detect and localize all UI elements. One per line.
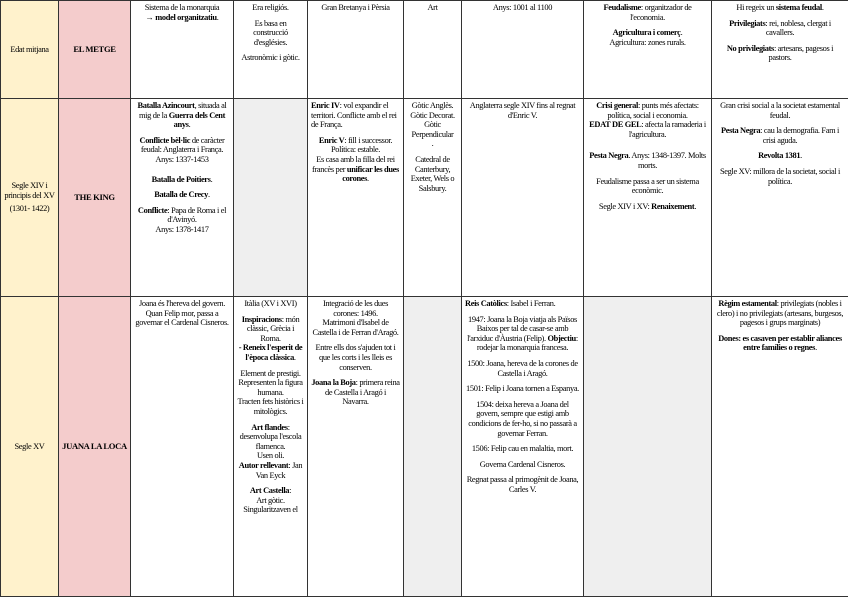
cell-text: 1506: Felip cau en malaltia, mort. [471,444,574,454]
cell-text: . [800,151,802,161]
cell-text-bold: Enric V [318,135,345,145]
cell-text: : Papa de Roma i el d'Avinyó. [167,205,227,225]
battles-cell [131,99,234,297]
monarchy-cell [131,1,234,99]
cell-text-bold: Batalla de Poitiers [151,174,211,184]
cell-text-bold: Art flandes [251,422,288,432]
cell-text: : fill i successor. [344,135,393,145]
religion-cell [234,1,308,99]
crowns-cell [308,297,404,597]
table-row [1,99,848,297]
cell-text: . [821,3,824,12]
cell-text: (1301- 1422) [9,204,50,214]
cell-text: , situada al mig de la [138,101,227,120]
cell-text: : Jan Van Eyck [255,460,303,480]
cell-text-bold: Renaixement [651,201,695,211]
kings-cell [308,99,404,297]
society-cell [712,99,848,297]
cell-text: . [293,352,296,362]
cell-text: Es casa amb la filla del rei francès per [312,154,395,174]
art-cell [234,297,308,597]
cell-text: : organitzador de l'economia. [630,3,692,22]
cell-text: : privilegiats (nobles i clero) i no privilegiats (artesans, burgesos, pagesos i grups marginats) [716,299,844,328]
table-row [1,297,848,597]
cell-text: . [208,190,210,200]
cell-text: Governa Cardenal Cisneros. [479,459,566,469]
cell-text-bold: Feudalisme [603,3,641,12]
art-style-cell [404,99,462,297]
cell-text: 1501: Felip i Joana tornen a Espanya. [466,384,579,394]
era-cell [1,99,59,297]
cell-text: . [694,201,697,211]
region-cell: Gran Bretanya i Pèrsia [308,1,404,99]
cell-text-bold: Conflicte [137,205,168,215]
cell-text-bold: Crisi general [596,101,638,110]
cell-text: . [367,174,369,184]
period-cell: Anys: 1001 al 1100 [462,1,584,99]
cell-text-bold: Joana la Boja [311,378,356,388]
cell-text: Política: estable. [330,145,381,155]
cell-text-bold: Batalla de Crecy [154,190,209,200]
cell-text-bold: Conflicte bèl·lic [139,135,191,145]
cell-text-bold: Règim estamental [718,299,777,308]
cell-text: Es basa en construcció d'esglésies. [253,18,288,47]
cell-text: Regnat passa al primogènit de Joana, Carles V. [466,475,579,494]
cell-text: . [188,120,191,130]
cell-text-bold: EDAT DE GEL [589,120,642,130]
cell-text: : afecta la ramaderia i l'agricultura. [628,120,706,139]
cell-text: : punts més afectats: política, social i economia. [607,101,699,120]
cell-text: : vol expandir el territori. Conflicte amb el rei de França. [311,101,397,130]
period-cell: Anglaterra segle XIV fins al regnat d'Enric V. [462,99,584,297]
cell-text: Element de prestigi. [240,368,301,378]
title-cell: EL METGE [59,1,131,99]
cell-text-bold: → model organitzatiu [145,12,217,22]
cell-text: Segle XIV i XV: [598,201,652,211]
cell-text: Tracten fets històrics i mitològics. [237,397,304,416]
empty-cell [584,297,712,597]
cell-text: . [431,139,434,149]
cell-text: Entre ells dos s'ajuden tot i que les corts i les lleis es conserven. [315,343,396,372]
cell-text: de caràcter feudal: Anglaterra i França. [140,135,225,155]
cell-text-bold: Pesta Negra [721,126,761,136]
cell-text: Anys: 1378-1417 [155,224,209,234]
cell-text: Hi regeix un [736,3,776,12]
economy-cell [584,99,712,297]
cell-text: Matrimoni d'Isabel de Castella i de Ferran d'Aragó. [312,318,399,337]
cell-text: : primera reina de Castella i Aragó i Navarra. [324,378,400,407]
cell-text: Itàlia (XV i XVI) [244,299,297,308]
cell-text: Astronòmic i gòtic. [241,53,300,63]
table-row [1,1,848,99]
cell-text-bold: Agricultura i comerç [612,28,681,38]
art-cell: Art [404,1,462,99]
cell-text-bold: Dones: es casaven per establir aliances entre famílies o regnes [718,333,842,353]
cell-text: Representen la figura humana. [238,378,303,397]
era-cell: Edat mitjana [1,1,59,99]
timeline-cell [462,297,584,597]
cell-text: . [216,12,219,22]
era-cell: Segle XV [1,297,59,597]
economy-cell [584,1,712,99]
cell-text-bold: unificar les dues corones [342,164,399,184]
cell-text: Gòtic Anglès. [411,101,454,110]
cell-text: Anys: 1337-1453 [155,154,209,164]
cell-text: Segle XIV i principis del XV [4,181,55,200]
cell-text: Gòtic Perpendicular [411,120,454,139]
cell-text: : [289,486,292,496]
cell-text-bold: - Reneix l'esperit de l'època clàssica [238,343,303,362]
cell-text: Gran crisi social a la societat estamental feudal. [720,101,840,120]
cell-text-bold: Enric IV [311,101,340,110]
cell-text: : món clàssic, Grècia i Roma. [246,314,300,343]
cell-text-bold: Revolta 1381 [758,151,801,161]
cell-text: Sistema de la monarquia [144,3,220,12]
cell-text-bold: Inspiracions [241,314,282,324]
cell-text: Gòtic Decorat. [410,110,455,120]
empty-cell [404,297,462,597]
title-cell: JUANA LA LOCA [59,297,131,597]
cell-text-bold: sistema feudal [775,3,822,12]
cell-text: Agricultura: zones rurals. [609,37,686,47]
cell-text: Integració de les dues corones: 1496. [322,299,389,318]
cell-text-bold: Art Castella [249,486,290,496]
society-cell [712,297,848,597]
cell-text-bold: Autor rellevant [238,460,289,470]
cell-text: : Isabel i Ferran. [506,299,556,308]
cell-text-bold: Pesta Negra [589,151,629,161]
cell-text: 1504: deixa hereva a Joana del govern, sempre que estigi amb condicions de fer-ho, si no passarà a governar Ferran. [468,399,577,438]
society-cell [712,1,848,99]
cell-text: . [210,174,213,184]
cell-text: Art gòtic. [256,495,285,505]
cell-text: 1500: Joana, hereva de la corones de Castella i Aragó. [467,358,578,378]
cell-text: : artesans, pagesos i pastors. [768,43,834,63]
cell-text-bold: Batalla Azincourt [137,101,195,110]
cell-text: Era religiós. [252,3,289,12]
title-cell: THE KING [59,99,131,297]
cell-text: . Anys: 1348-1397. Molts morts. [628,151,706,170]
cell-text-bold: Guerra dels Cent anys [168,110,226,130]
cell-text-bold: Reis Catòlics [465,299,507,308]
cell-text: Catedral de Canterbury, Exeter, Wels o Salsbury. [410,154,455,193]
cell-text: Usen oli. [256,451,285,461]
empty-cell [234,99,308,297]
cell-text: : cau la demografia. Fam i crisi aguda. [760,126,839,145]
cell-text: : desenvolupa l'escola flamenca. [239,422,302,451]
cell-text: Segle XV: millora de la societat, social i política. [719,166,841,186]
cell-text: Singularitzaven el [243,505,298,515]
cell-text: . [680,28,683,38]
cell-text: : rei, noblesa, clergat i cavallers. [765,18,831,38]
cell-text: Feudalisme passa a ser un sistema econòmic. [596,176,699,196]
government-cell: Joana és l'hereva del govern. Quan Felip mor, passa a governar el Cardenal Cisneros. [131,297,234,597]
cell-text-bold: No privilegiats [726,43,774,53]
cell-text-bold: Privilegiats [729,18,766,28]
cell-text: 1947: Joana la Boja viatja als Països Baixos per tal de casar-se amb l'arxiduc d'Àustria (Felip). [467,314,577,343]
cell-text: : rodejar la monarquia francesa. [476,333,578,353]
cell-text-bold: Objectiu [547,333,576,343]
cell-text: . [815,343,817,353]
